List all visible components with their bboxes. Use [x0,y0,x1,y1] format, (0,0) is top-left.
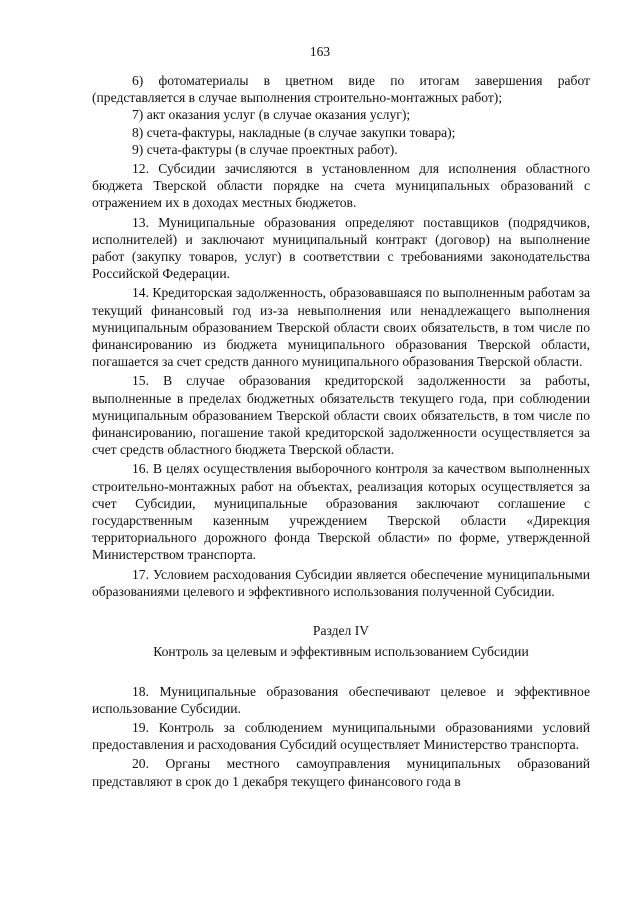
section-title: Раздел IV [312,623,370,639]
paragraph-item-8: 8) счета-фактуры, накладные (в случае закупки товара); [132,124,456,140]
paragraph-item-6: 6) фотоматериалы в цветном виде по итогам завершения работ (представляется в случае выполнения строительно-монтажных работ); [92,73,590,106]
paragraph-item-9: 9) счета-фактуры (в случае проектных работ). [132,141,398,157]
paragraph-17: 17. Условием расходования Субсидии является обеспечение муниципальными образованиями целевого и эффективного использования полученной Субсидии. [92,566,590,599]
document-body [92,72,590,790]
paragraph-16: 16. В целях осуществления выборочного контроля за качеством выполненных строительно-монтажных работ на объектах, реализация которых осуществляется за счет Субсидии, муниципальные образования заключают соглашение с государственным казенным учреждением Тверской области «Дирекция территориального дорожного фонда Тверской области» по форме, утвержденной Министерством транспорта. [92,461,590,563]
paragraph-13: 13. Муниципальные образования определяют поставщиков (подрядчиков, исполнителей) и заключают муниципальный контракт (договор) на выполнение работ (закупку товаров, услуг) в соответствии с требованиями законодательства Российской Федерации. [92,214,590,282]
paragraph-20: 20. Органы местного самоуправления муниципальных образований представляют в срок до 1 декабря текущего финансового года в [92,756,590,789]
paragraph-12: 12. Субсидии зачисляются в установленном для исполнения областного бюджета Тверской области порядке на счета муниципальных образований с отражением их в доходах местных бюджетов. [92,161,590,211]
paragraph-18: 18. Муниципальные образования обеспечивают целевое и эффективное использование Субсидии. [92,683,590,716]
paragraph-14: 14. Кредиторская задолженность, образовавшаяся по выполненным работам за текущий финансовый год из-за невыполнения или ненадлежащего выполнения муниципальным образованием Тверской области своих обязательств, в том числе по финансированию из бюджета муниципального образования Тверской области, погашается за счет средств данного муниципального образования Тверской области. [92,285,590,370]
paragraph-19: 19. Контроль за соблюдением муниципальными образованиями условий предоставления и расходования Субсидий осуществляет Министерство транспорта. [92,719,590,753]
section-subtitle: Контроль за целевым и эффективным использованием Субсидии [153,644,529,660]
page-number: 163 [309,44,331,59]
paragraph-15: 15. В случае образования кредиторской задолженности за работы, выполненные в пределах бюджетных обязательств текущего года, при соблюдении муниципальным образованием Тверской области своих обязательств, в том числе по финансированию, погашение такой кредиторской задолженности осуществляется за счет средств областного бюджета Тверской области. [92,373,590,458]
paragraph-item-7: 7) акт оказания услуг (в случае оказания услуг); [132,107,411,123]
